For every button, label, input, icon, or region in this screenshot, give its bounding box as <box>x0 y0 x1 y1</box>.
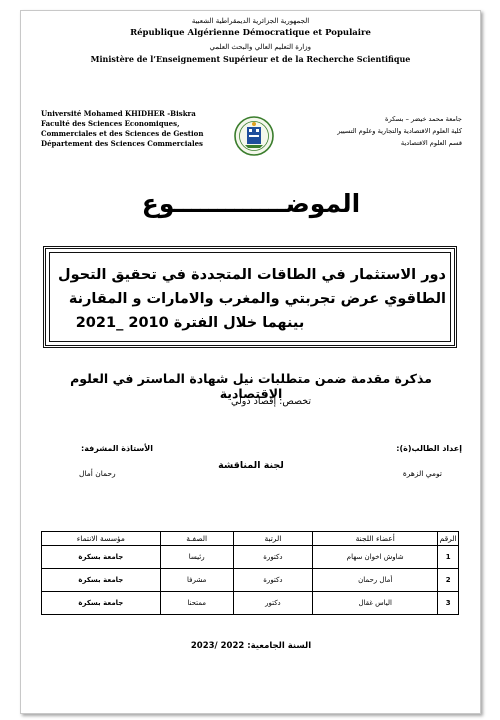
thesis-title-line: الطاقوي عرض تجربتي والمغرب والامارات و المقارنة <box>68 291 446 307</box>
university-name-fr: Université Mohamed KHIDHER -Biskra <box>41 109 196 118</box>
table-row <box>42 592 459 615</box>
member-role: ممتحنا <box>160 592 233 615</box>
row-number: 3 <box>438 592 459 615</box>
faculty-name-ar: كلية العلوم الاقتصادية والتجارية وعلوم التسيير <box>337 127 462 135</box>
republic-arabic: الجمهورية الجزائرية الديمقراطية الشعبية <box>191 17 310 25</box>
jury-table-header-row <box>42 532 459 546</box>
supervisor-label: الأستاذة المشرفة: <box>81 444 153 453</box>
row-number: 1 <box>438 546 459 569</box>
table-row <box>42 546 459 569</box>
faculty-name-fr-cont: Commerciales et des Sciences de Gestion <box>41 129 204 138</box>
member-rank: دكتور <box>233 592 312 615</box>
thesis-title-frame <box>43 246 457 348</box>
table-row <box>42 569 459 592</box>
department-name-fr: Département des Sciences Commerciales <box>41 139 203 148</box>
column-header-number: الرقم <box>438 532 459 546</box>
member-institution: جامعة بسكرة <box>42 569 161 592</box>
member-rank: دكتورة <box>233 569 312 592</box>
specialty-text: تخصص: إقصاد دولي <box>230 396 312 407</box>
member-role: رئيسا <box>160 546 233 569</box>
prepared-by-label: إعداد الطالب(ة): <box>396 444 462 453</box>
university-name-ar: جامعة محمد خيضر – بسكرة <box>385 115 462 123</box>
member-rank: دكتورة <box>233 546 312 569</box>
column-header-institution: مؤسسة الانتماء <box>42 532 161 546</box>
member-role: مشرفا <box>160 569 233 592</box>
column-header-members: أعضاء اللجنة <box>313 532 438 546</box>
university-logo-icon <box>233 115 275 157</box>
thesis-title-line: بينهما خلال الفترة 2010 _2021 <box>75 315 305 331</box>
supervisor-name: رحمان أمال <box>79 469 116 478</box>
member-name: أمال رحمان <box>313 569 438 592</box>
university-block-french <box>41 109 206 149</box>
ministry-arabic: وزارة التعليم العالي والبحث العلمي <box>209 43 311 51</box>
jury-table <box>41 531 459 615</box>
ministry-french: Ministère de l’Enseignement Supérieur et de la Recherche Scientifique <box>90 54 411 64</box>
member-name: الياس غقال <box>313 592 438 615</box>
faculty-name-fr: Faculté des Sciences Economiques, <box>41 119 180 128</box>
committee-label: لجنة المناقشة <box>218 460 284 471</box>
university-block-arabic <box>312 113 462 149</box>
theme-heading: الموضـــــــــــــوع <box>141 189 361 218</box>
thesis-title-line: دور الاستثمار في الطاقات المتجددة في تحقيق التحول <box>58 267 446 283</box>
column-header-role: الصفـة <box>160 532 233 546</box>
department-name-ar: قسم العلوم الاقتصادية <box>400 139 462 147</box>
academic-year: السنة الجامعية: 2022 /2023 <box>190 641 312 651</box>
member-name: شاوش اخوان سهام <box>313 546 438 569</box>
row-number: 2 <box>438 569 459 592</box>
republic-french: République Algérienne Démocratique et Populaire <box>130 28 371 38</box>
member-institution: جامعة بسكرة <box>42 546 161 569</box>
document-page <box>20 10 481 714</box>
thesis-statement: مذكرة مقدمة ضمن متطلبات نيل شهادة الماستر في العلوم الاقتصادية <box>70 371 432 401</box>
member-institution: جامعة بسكرة <box>42 592 161 615</box>
column-header-rank: الرتبة <box>233 532 312 546</box>
thesis-title <box>54 263 446 335</box>
student-name: تومي الزهرة <box>402 469 442 478</box>
